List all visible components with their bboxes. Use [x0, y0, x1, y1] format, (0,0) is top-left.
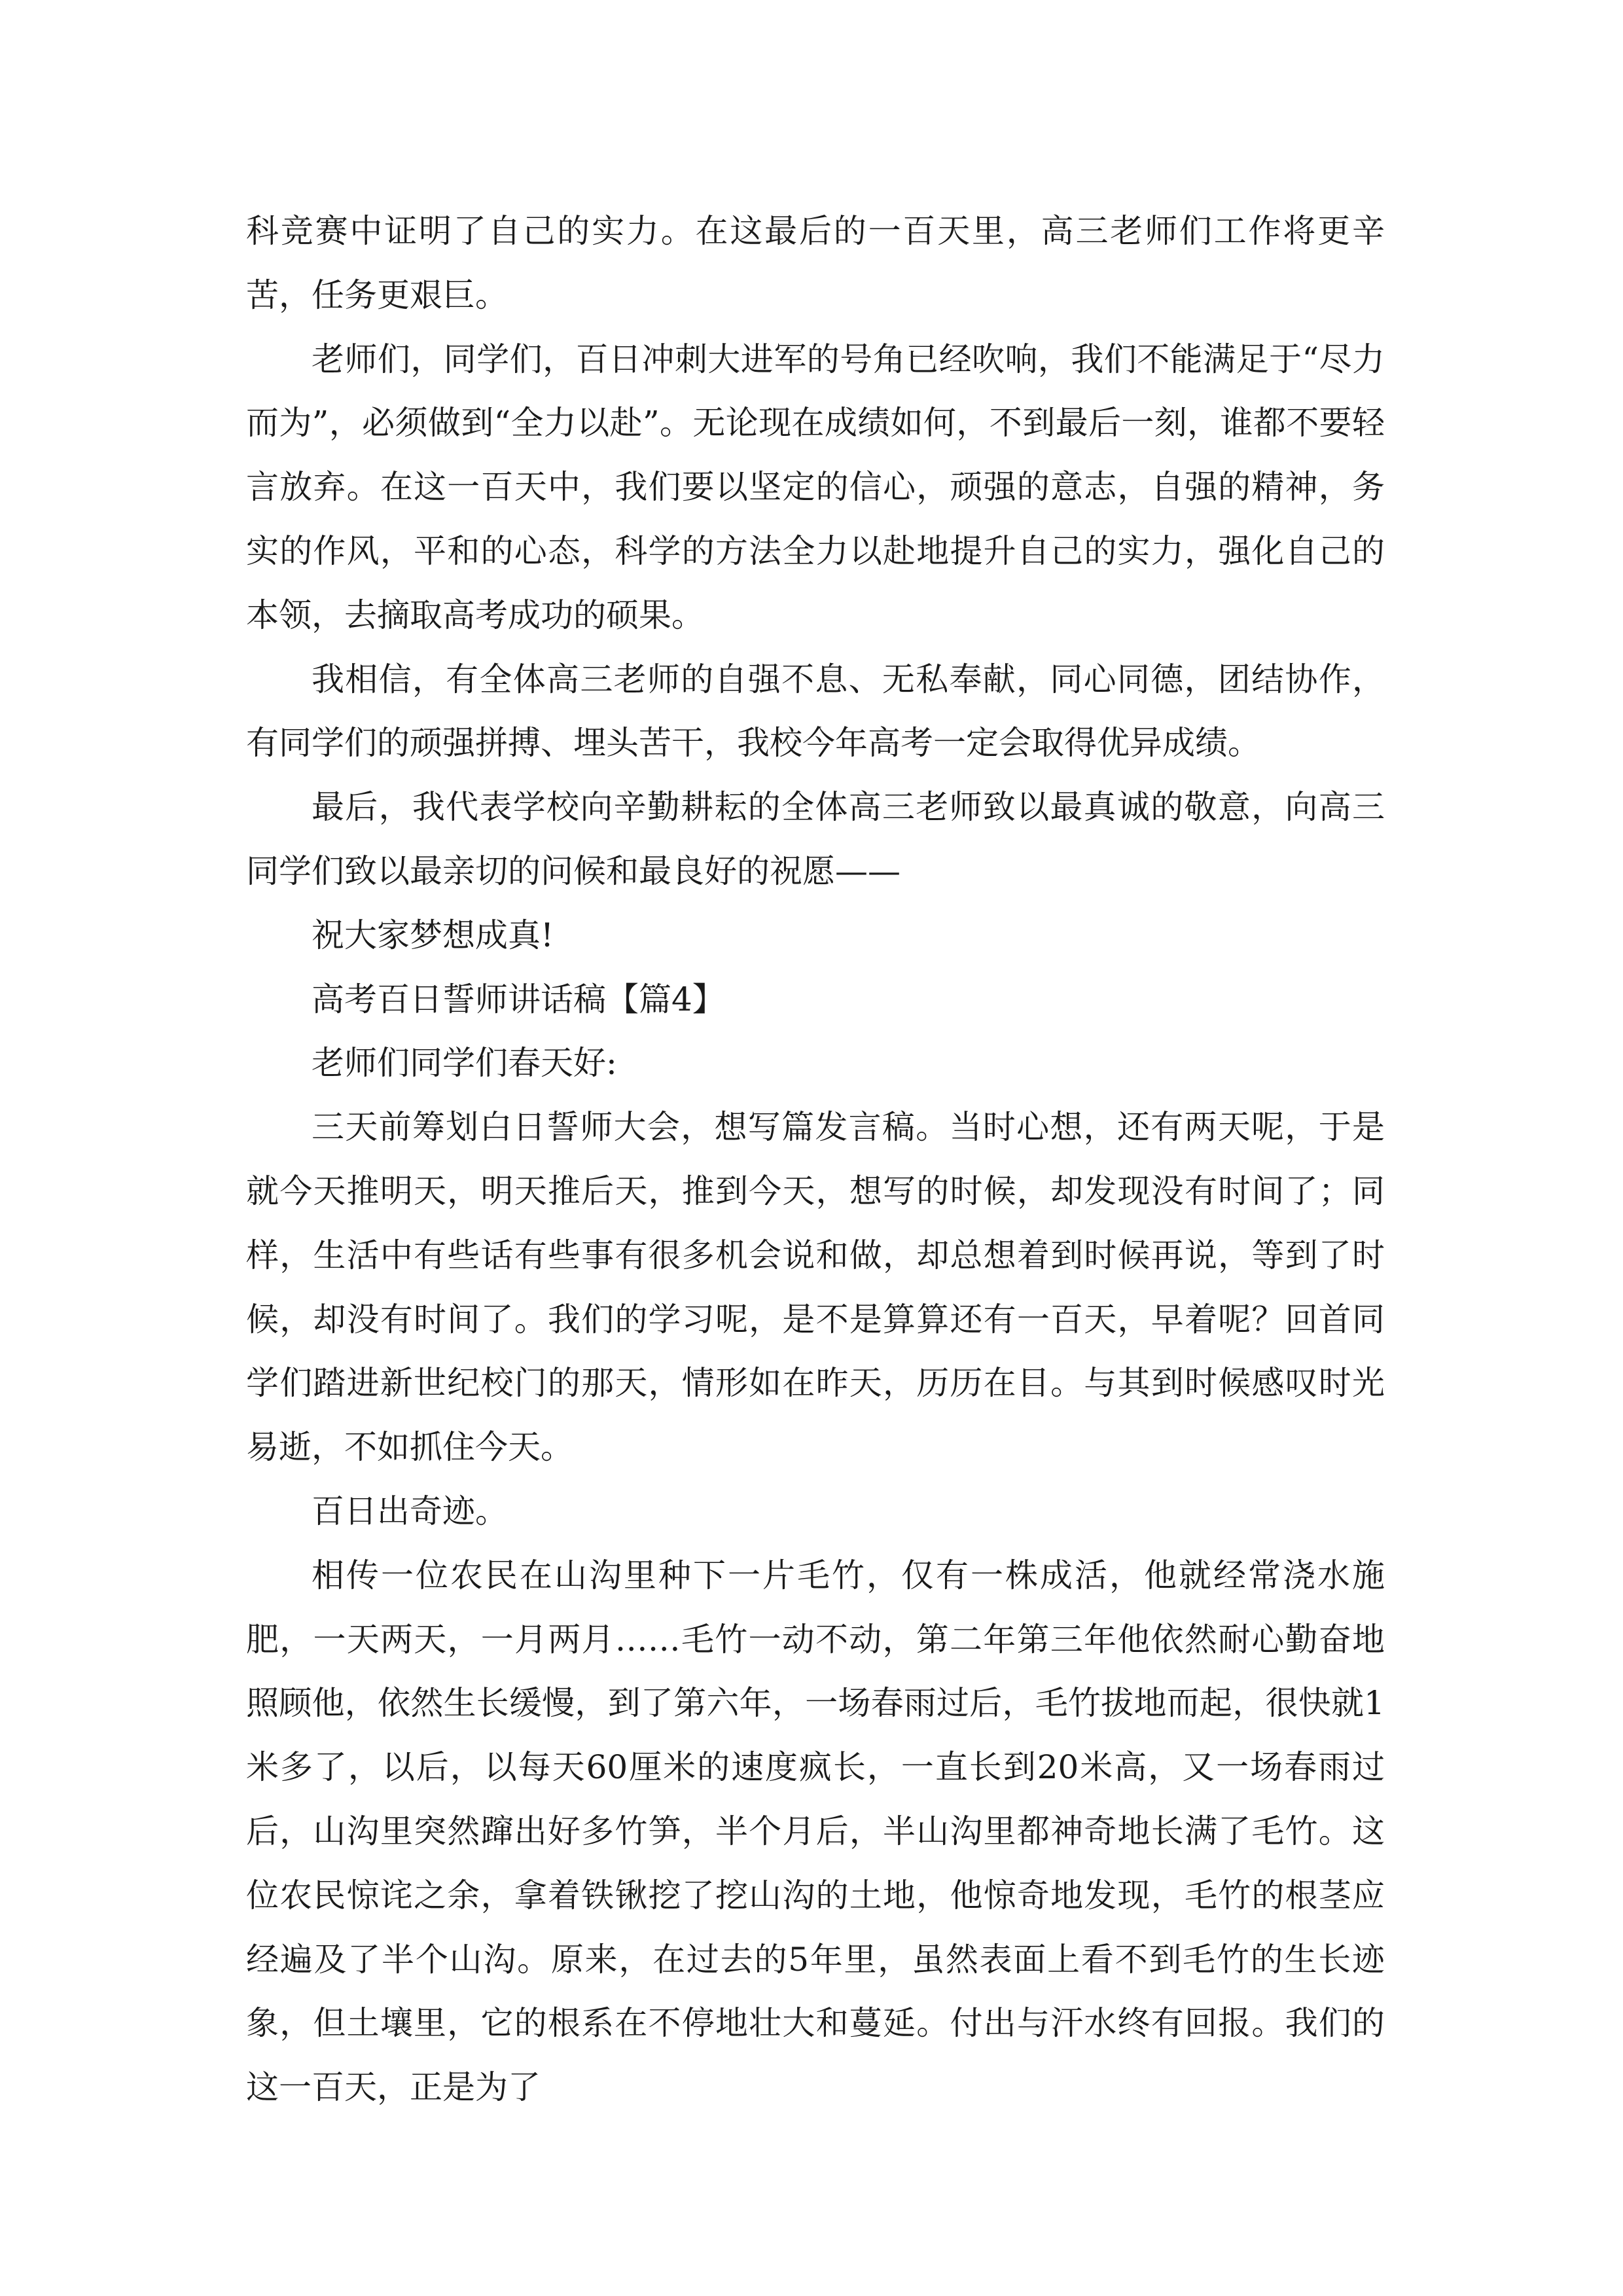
paragraph-planning: 三天前筹划白日誓师大会，想写篇发言稿。当时心想，还有两天呢，于是就今天推明天，明天推后天，推到今天，想写的时候，却发现没有时间了；同样，生活中有些话有些事有很多机会说和做，却总想着到时候再说，等到了时候，却没有时间了。我们的学习呢，是不是算算还有一百天，早着呢？回首同学们踏进新世纪校门的那天，情形如在昨天，历历在目。与其到时候感叹时光易逝，不如抓住今天。 [246, 1108, 1385, 1467]
paragraph-confidence: 我相信，有全体高三老师的自强不息、无私奉献，同心同德，团结协作，有同学们的顽强拼搏、埋头苦干，我校今年高考一定会取得优异成绩。 [246, 660, 1385, 762]
paragraph-miracle: 百日出奇迹。 [312, 1492, 508, 1530]
paragraph-continuation: 科竞赛中证明了自己的实力。在这最后的一百天里，高三老师们工作将更辛苦，任务更艰巨。 [246, 212, 1385, 314]
paragraph-closing-respects: 最后，我代表学校向辛勤耕耘的全体高三老师致以最真诚的敬意，向高三同学们致以最亲切的问候和最良好的祝愿—— [246, 788, 1385, 890]
paragraph-bamboo-story: 相传一位农民在山沟里种下一片毛竹，仅有一株成活，他就经常浇水施肥，一天两天，一月两月……毛竹一动不动，第二年第三年他依然耐心勤奋地照顾他，依然生长缓慢，到了第六年，一场春雨过后，毛竹拔地而起，很快就1米多了，以后，以每天60厘米的速度疯长，一直长到20米高，又一场春雨过后，山沟里突然蹿出好多竹笋，半个月后，半山沟里都神奇地长满了毛竹。这位农民惊诧之余，拿着铁锹挖了挖山沟的土地，他惊奇地发现，毛竹的根茎应经遍及了半个山沟。原来，在过去的5年里，虽然表面上看不到毛竹的生长迹象，但土壤里，它的根系在不停地壮大和蔓延。付出与汗水终有回报。我们的这一百天，正是为了 [246, 1556, 1385, 2107]
document-body [246, 200, 1385, 2120]
section-heading: 高考百日誓师讲话稿【篇4】 [312, 980, 725, 1018]
paragraph-greeting: 老师们同学们春天好: [312, 1044, 617, 1083]
paragraph-rally-call: 老师们，同学们，百日冲刺大进军的号角已经吹响，我们不能满足于“尽力而为”，必须做到“全力以赴”。无论现在成绩如何，不到最后一刻，谁都不要轻言放弃。在这一百天中，我们要以坚定的信心，顽强的意志，自强的精神，务实的作风，平和的心态，科学的方法全力以赴地提升自己的实力，强化自己的本领，去摘取高考成功的硕果。 [246, 340, 1385, 634]
paragraph-wish: 祝大家梦想成真! [312, 916, 554, 954]
